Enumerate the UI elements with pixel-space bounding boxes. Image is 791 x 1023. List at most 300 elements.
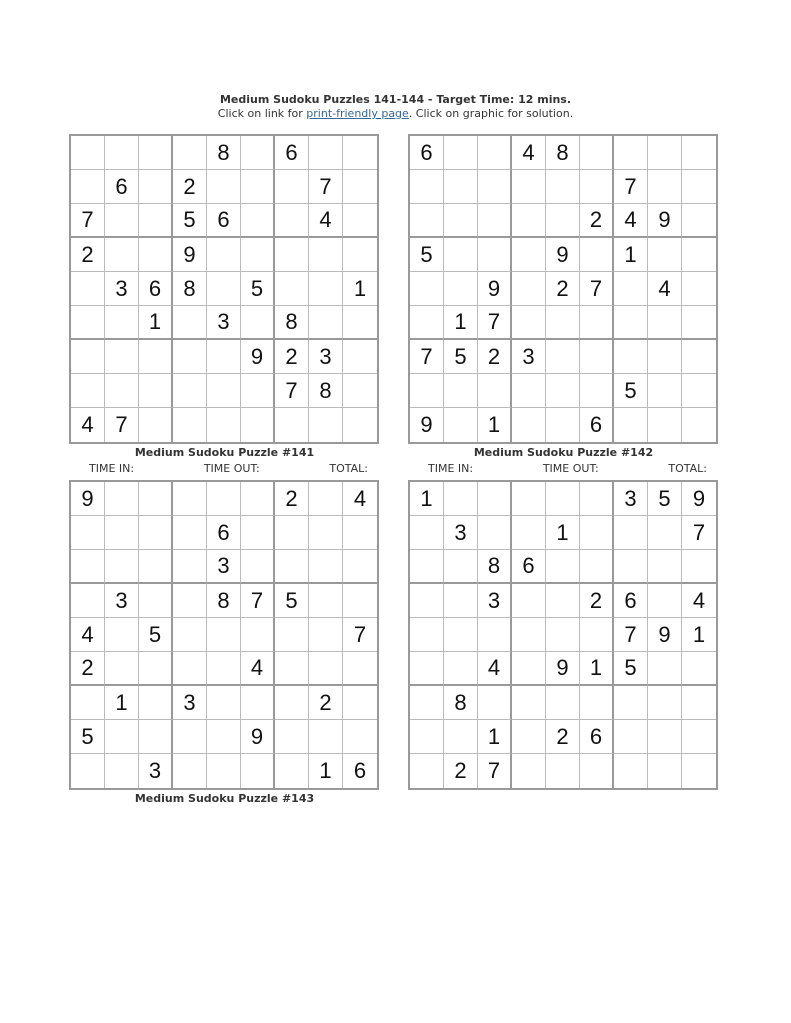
- sudoku-cell: [546, 618, 580, 652]
- sudoku-cell: [275, 272, 309, 306]
- sudoku-cell: 4: [343, 482, 377, 516]
- sudoku-cell: 5: [614, 374, 648, 408]
- puzzle-143: [69, 480, 380, 806]
- sudoku-grid-142[interactable]: [408, 134, 718, 444]
- sudoku-cell: [648, 374, 682, 408]
- sudoku-cell: 3: [614, 482, 648, 516]
- sudoku-cell: [648, 408, 682, 442]
- time-in-label: TIME IN:: [89, 462, 135, 475]
- sudoku-cell: [173, 584, 207, 618]
- sudoku-cell: [309, 136, 343, 170]
- sudoku-cell: [207, 754, 241, 788]
- sudoku-cell: [105, 482, 139, 516]
- sudoku-cell: [71, 584, 105, 618]
- sudoku-cell: [478, 618, 512, 652]
- sudoku-cell: 2: [444, 754, 478, 788]
- sudoku-cell: 7: [478, 754, 512, 788]
- sudoku-cell: [241, 482, 275, 516]
- sudoku-cell: 9: [546, 238, 580, 272]
- instructions-text-after: . Click on graphic for solution.: [408, 107, 574, 120]
- sudoku-cell: [343, 550, 377, 584]
- sudoku-cell: [173, 754, 207, 788]
- sudoku-cell: [139, 550, 173, 584]
- sudoku-cell: [580, 550, 614, 584]
- sudoku-cell: 1: [309, 754, 343, 788]
- sudoku-cell: [309, 550, 343, 584]
- sudoku-cell: 5: [71, 720, 105, 754]
- sudoku-cell: [546, 204, 580, 238]
- sudoku-cell: 7: [410, 340, 444, 374]
- sudoku-cell: [444, 584, 478, 618]
- sudoku-cell: [512, 204, 546, 238]
- sudoku-cell: [139, 136, 173, 170]
- sudoku-cell: [105, 516, 139, 550]
- sudoku-cell: [546, 686, 580, 720]
- time-in-label: TIME IN:: [428, 462, 474, 475]
- sudoku-cell: [444, 136, 478, 170]
- sudoku-cell: [410, 754, 444, 788]
- sudoku-cell: 3: [207, 306, 241, 340]
- sudoku-cell: [105, 204, 139, 238]
- sudoku-cell: 2: [309, 686, 343, 720]
- sudoku-cell: [580, 686, 614, 720]
- sudoku-cell: 6: [275, 136, 309, 170]
- sudoku-cell: 6: [207, 204, 241, 238]
- sudoku-cell: [580, 238, 614, 272]
- sudoku-cell: 2: [478, 340, 512, 374]
- sudoku-cell: [546, 550, 580, 584]
- sudoku-cell: [105, 374, 139, 408]
- sudoku-cell: [241, 550, 275, 584]
- sudoku-cell: [682, 720, 716, 754]
- puzzle-141: [69, 134, 380, 476]
- sudoku-cell: [207, 686, 241, 720]
- sudoku-cell: 7: [343, 618, 377, 652]
- sudoku-cell: [648, 754, 682, 788]
- sudoku-cell: [343, 204, 377, 238]
- sudoku-cell: [309, 482, 343, 516]
- sudoku-cell: [309, 238, 343, 272]
- sudoku-cell: 9: [241, 720, 275, 754]
- sudoku-cell: 6: [512, 550, 546, 584]
- sudoku-cell: [546, 170, 580, 204]
- sudoku-cell: [546, 482, 580, 516]
- puzzle-caption-143: Medium Sudoku Puzzle #143: [134, 792, 315, 805]
- sudoku-cell: [512, 652, 546, 686]
- sudoku-cell: [410, 306, 444, 340]
- sudoku-cell: [648, 516, 682, 550]
- sudoku-cell: 6: [410, 136, 444, 170]
- sudoku-cell: 3: [173, 686, 207, 720]
- sudoku-cell: 5: [139, 618, 173, 652]
- sudoku-cell: 1: [614, 238, 648, 272]
- sudoku-cell: 1: [105, 686, 139, 720]
- sudoku-cell: [343, 720, 377, 754]
- sudoku-cell: [478, 204, 512, 238]
- sudoku-cell: [173, 652, 207, 686]
- sudoku-cell: [139, 652, 173, 686]
- sudoku-cell: [546, 584, 580, 618]
- sudoku-cell: 4: [478, 652, 512, 686]
- sudoku-cell: [71, 550, 105, 584]
- sudoku-cell: [105, 618, 139, 652]
- time-out-label: TIME OUT:: [203, 462, 260, 475]
- sudoku-cell: [410, 550, 444, 584]
- sudoku-cell: [444, 618, 478, 652]
- sudoku-cell: [309, 720, 343, 754]
- sudoku-cell: 4: [309, 204, 343, 238]
- sudoku-cell: [343, 516, 377, 550]
- sudoku-cell: [71, 272, 105, 306]
- sudoku-cell: 1: [580, 652, 614, 686]
- sudoku-cell: [410, 618, 444, 652]
- sudoku-cell: [682, 170, 716, 204]
- sudoku-cell: [614, 408, 648, 442]
- sudoku-cell: 7: [241, 584, 275, 618]
- sudoku-cell: [207, 340, 241, 374]
- sudoku-cell: [275, 516, 309, 550]
- sudoku-cell: [71, 374, 105, 408]
- sudoku-cell: 9: [478, 272, 512, 306]
- sudoku-cell: [580, 136, 614, 170]
- sudoku-cell: 2: [71, 652, 105, 686]
- sudoku-cell: [173, 720, 207, 754]
- sudoku-cell: 6: [353, 758, 367, 783]
- sudoku-cell: [512, 686, 546, 720]
- sudoku-cell: 7: [105, 408, 139, 442]
- sudoku-cell: 8: [478, 550, 512, 584]
- sudoku-cell: 7: [614, 618, 648, 652]
- sudoku-cell: [512, 238, 546, 272]
- sudoku-cell: [241, 238, 275, 272]
- sudoku-cell: [512, 584, 546, 618]
- sudoku-cell: [173, 618, 207, 652]
- sudoku-cell: 5: [444, 340, 478, 374]
- sudoku-cell: 3: [105, 272, 139, 306]
- sudoku-cell: [275, 686, 309, 720]
- sudoku-cell: 7: [478, 306, 512, 340]
- sudoku-cell: 5: [614, 652, 648, 686]
- sudoku-cell: 9: [241, 340, 275, 374]
- sudoku-cell: 9: [546, 652, 580, 686]
- sudoku-cell: [512, 408, 546, 442]
- sudoku-cell: [241, 170, 275, 204]
- sudoku-cell: [410, 374, 444, 408]
- sudoku-cell: [139, 238, 173, 272]
- sudoku-cell: [410, 272, 444, 306]
- sudoku-cell: [478, 374, 512, 408]
- sudoku-cell: 4: [71, 408, 105, 442]
- sudoku-cell: [71, 686, 105, 720]
- sudoku-cell: 9: [682, 482, 716, 516]
- sudoku-cell: [682, 272, 716, 306]
- page-header: [0, 93, 791, 121]
- sudoku-cell: [207, 408, 241, 442]
- sudoku-grid-144[interactable]: [408, 480, 718, 790]
- sudoku-cell: [343, 584, 377, 618]
- sudoku-cell: [207, 170, 241, 204]
- sudoku-cell: 4: [512, 136, 546, 170]
- sudoku-cell: 6: [207, 516, 241, 550]
- sudoku-cell: [444, 238, 478, 272]
- sudoku-cell: 9: [173, 238, 207, 272]
- sudoku-cell: [241, 516, 275, 550]
- sudoku-cell: [512, 272, 546, 306]
- sudoku-cell: [444, 204, 478, 238]
- sudoku-cell: [648, 686, 682, 720]
- sudoku-cell: [241, 618, 275, 652]
- sudoku-cell: [275, 720, 309, 754]
- sudoku-cell: [241, 754, 275, 788]
- sudoku-cell: [648, 238, 682, 272]
- sudoku-cell: [410, 170, 444, 204]
- sudoku-cell: [343, 686, 377, 720]
- instructions: [0, 107, 791, 121]
- sudoku-cell: [173, 136, 207, 170]
- instructions-text-before: Click on link for: [217, 107, 307, 120]
- sudoku-cell: [410, 584, 444, 618]
- sudoku-cell: 7: [275, 374, 309, 408]
- sudoku-cell: [410, 204, 444, 238]
- sudoku-cell: [444, 720, 478, 754]
- sudoku-cell: 5: [241, 272, 275, 306]
- total-label: TOTAL:: [329, 462, 368, 475]
- sudoku-cell: [207, 618, 241, 652]
- sudoku-cell: [614, 136, 648, 170]
- sudoku-cell: [614, 272, 648, 306]
- sudoku-cell: [241, 686, 275, 720]
- sudoku-cell: [614, 516, 648, 550]
- sudoku-cell: 1: [682, 618, 716, 652]
- sudoku-cell: 1: [410, 482, 444, 516]
- sudoku-cell: [682, 686, 716, 720]
- sudoku-cell: 1: [139, 306, 173, 340]
- sudoku-cell: [343, 306, 377, 340]
- sudoku-cell: 9: [71, 482, 105, 516]
- time-out-label: TIME OUT:: [542, 462, 599, 475]
- sudoku-cell: 4: [614, 204, 648, 238]
- sudoku-cell: [343, 136, 377, 170]
- sudoku-cell: 9: [648, 618, 682, 652]
- sudoku-cell: [105, 306, 139, 340]
- puzzle-144: [408, 480, 719, 790]
- sudoku-cell: 1: [478, 720, 512, 754]
- sudoku-cell: [309, 516, 343, 550]
- sudoku-cell: [105, 720, 139, 754]
- sudoku-cell: [546, 340, 580, 374]
- sudoku-cell: 5: [275, 584, 309, 618]
- sudoku-cell: [648, 652, 682, 686]
- sudoku-cell: [309, 306, 343, 340]
- sudoku-cell: [105, 754, 139, 788]
- sudoku-cell: 2: [580, 204, 614, 238]
- sudoku-cell: [343, 408, 377, 442]
- sudoku-cell: [614, 720, 648, 754]
- sudoku-cell: 8: [546, 136, 580, 170]
- sudoku-cell: [275, 238, 309, 272]
- sudoku-cell: [648, 550, 682, 584]
- sudoku-cell: [173, 550, 207, 584]
- sudoku-cell: [614, 686, 648, 720]
- sudoku-cell: [682, 550, 716, 584]
- sudoku-cell: 3: [512, 340, 546, 374]
- sudoku-cell: [478, 136, 512, 170]
- sudoku-cell: [173, 340, 207, 374]
- sudoku-cell: [309, 652, 343, 686]
- sudoku-cell: [444, 652, 478, 686]
- sudoku-cell: [71, 306, 105, 340]
- sudoku-cell: [343, 374, 377, 408]
- sudoku-cell: [105, 340, 139, 374]
- sudoku-cell: 3: [309, 340, 343, 374]
- sudoku-cell: [512, 482, 546, 516]
- sudoku-cell: [309, 272, 343, 306]
- sudoku-cell: [512, 374, 546, 408]
- sudoku-cell: 4: [241, 652, 275, 686]
- sudoku-cell: 4: [71, 618, 105, 652]
- sudoku-cell: [512, 720, 546, 754]
- sudoku-cell: [139, 516, 173, 550]
- sudoku-cell: [207, 720, 241, 754]
- sudoku-grid-143[interactable]: [69, 480, 379, 790]
- sudoku-cell: [275, 754, 309, 788]
- sudoku-cell: [275, 550, 309, 584]
- sudoku-cell: 9: [410, 408, 444, 442]
- sudoku-cell: [410, 686, 444, 720]
- sudoku-cell: [580, 374, 614, 408]
- sudoku-cell: [309, 618, 343, 652]
- sudoku-cell: [309, 584, 343, 618]
- sudoku-cell: 8: [207, 584, 241, 618]
- sudoku-cell: [139, 482, 173, 516]
- sudoku-cell: [478, 238, 512, 272]
- sudoku-cell: [241, 374, 275, 408]
- sudoku-cell: 8: [207, 136, 241, 170]
- sudoku-cell: 3: [207, 550, 241, 584]
- sudoku-cell: [546, 306, 580, 340]
- sudoku-cell: [139, 204, 173, 238]
- print-friendly-link[interactable]: print-friendly page: [306, 107, 409, 120]
- sudoku-cell: [139, 170, 173, 204]
- sudoku-cell: [241, 306, 275, 340]
- sudoku-cell: 3: [478, 584, 512, 618]
- sudoku-cell: [275, 652, 309, 686]
- sudoku-cell: [241, 204, 275, 238]
- sudoku-cell: 1: [343, 272, 377, 306]
- sudoku-cell: [682, 306, 716, 340]
- sudoku-cell: [71, 170, 105, 204]
- sudoku-cell: [71, 136, 105, 170]
- sudoku-cell: [682, 754, 716, 788]
- sudoku-cell: 4: [682, 584, 716, 618]
- sudoku-cell: 2: [71, 238, 105, 272]
- sudoku-cell: [275, 204, 309, 238]
- sudoku-cell: [580, 306, 614, 340]
- sudoku-cell: [648, 136, 682, 170]
- sudoku-cell: 1: [546, 516, 580, 550]
- sudoku-cell: 3: [105, 584, 139, 618]
- sudoku-cell: 8: [444, 686, 478, 720]
- sudoku-cell: 7: [614, 170, 648, 204]
- sudoku-cell: [546, 754, 580, 788]
- sudoku-cell: [444, 550, 478, 584]
- sudoku-grid-141[interactable]: [69, 134, 379, 444]
- sudoku-cell: [71, 340, 105, 374]
- sudoku-cell: [614, 754, 648, 788]
- time-fields-142: [408, 460, 719, 476]
- sudoku-cell: [275, 618, 309, 652]
- sudoku-cell: 4: [648, 272, 682, 306]
- sudoku-cell: [580, 340, 614, 374]
- sudoku-cell: 6: [614, 584, 648, 618]
- sudoku-cell: [207, 238, 241, 272]
- sudoku-cell: [410, 652, 444, 686]
- sudoku-cell: 6: [580, 720, 614, 754]
- sudoku-cell: 7: [682, 516, 716, 550]
- sudoku-cell: [343, 238, 377, 272]
- sudoku-cell: [648, 170, 682, 204]
- sudoku-cell: [343, 170, 377, 204]
- sudoku-cell: [614, 306, 648, 340]
- sudoku-cell: [546, 374, 580, 408]
- sudoku-cell: [580, 618, 614, 652]
- sudoku-cell: 3: [139, 754, 173, 788]
- sudoku-cell: [139, 686, 173, 720]
- sudoku-cell: [478, 482, 512, 516]
- sudoku-cell: [173, 408, 207, 442]
- sudoku-cell: [139, 584, 173, 618]
- sudoku-cell: [478, 170, 512, 204]
- sudoku-cell: [410, 720, 444, 754]
- sudoku-cell: 7: [580, 272, 614, 306]
- sudoku-cell: [410, 516, 444, 550]
- sudoku-cell: 7: [309, 170, 343, 204]
- time-fields-141: [69, 460, 380, 476]
- sudoku-cell: [512, 170, 546, 204]
- sudoku-cell: [207, 374, 241, 408]
- sudoku-cell: 2: [173, 170, 207, 204]
- total-label: TOTAL:: [668, 462, 707, 475]
- sudoku-cell: [478, 516, 512, 550]
- sudoku-cell: [275, 170, 309, 204]
- page-title: Medium Sudoku Puzzles 141-144 - Target Time: 12 mins.: [219, 93, 572, 106]
- sudoku-cell: 6: [105, 170, 139, 204]
- sudoku-cell: [444, 408, 478, 442]
- sudoku-cell: [648, 340, 682, 374]
- sudoku-cell: [546, 408, 580, 442]
- sudoku-cell: [682, 238, 716, 272]
- sudoku-cell: [648, 306, 682, 340]
- sudoku-cell: [105, 136, 139, 170]
- sudoku-cell: [512, 516, 546, 550]
- sudoku-cell: [309, 408, 343, 442]
- sudoku-cell: [139, 340, 173, 374]
- sudoku-cell: [444, 374, 478, 408]
- sudoku-cell: [682, 340, 716, 374]
- sudoku-cell: 6: [139, 272, 173, 306]
- sudoku-cell: 2: [580, 584, 614, 618]
- sudoku-cell: 1: [444, 306, 478, 340]
- sudoku-cell: [71, 754, 105, 788]
- sudoku-cell: [512, 618, 546, 652]
- sudoku-cell: [478, 686, 512, 720]
- sudoku-cell: [173, 482, 207, 516]
- sudoku-cell: [71, 516, 105, 550]
- sudoku-cell: [682, 374, 716, 408]
- sudoku-cell: [444, 170, 478, 204]
- sudoku-cell: 6: [580, 408, 614, 442]
- sudoku-cell: [512, 754, 546, 788]
